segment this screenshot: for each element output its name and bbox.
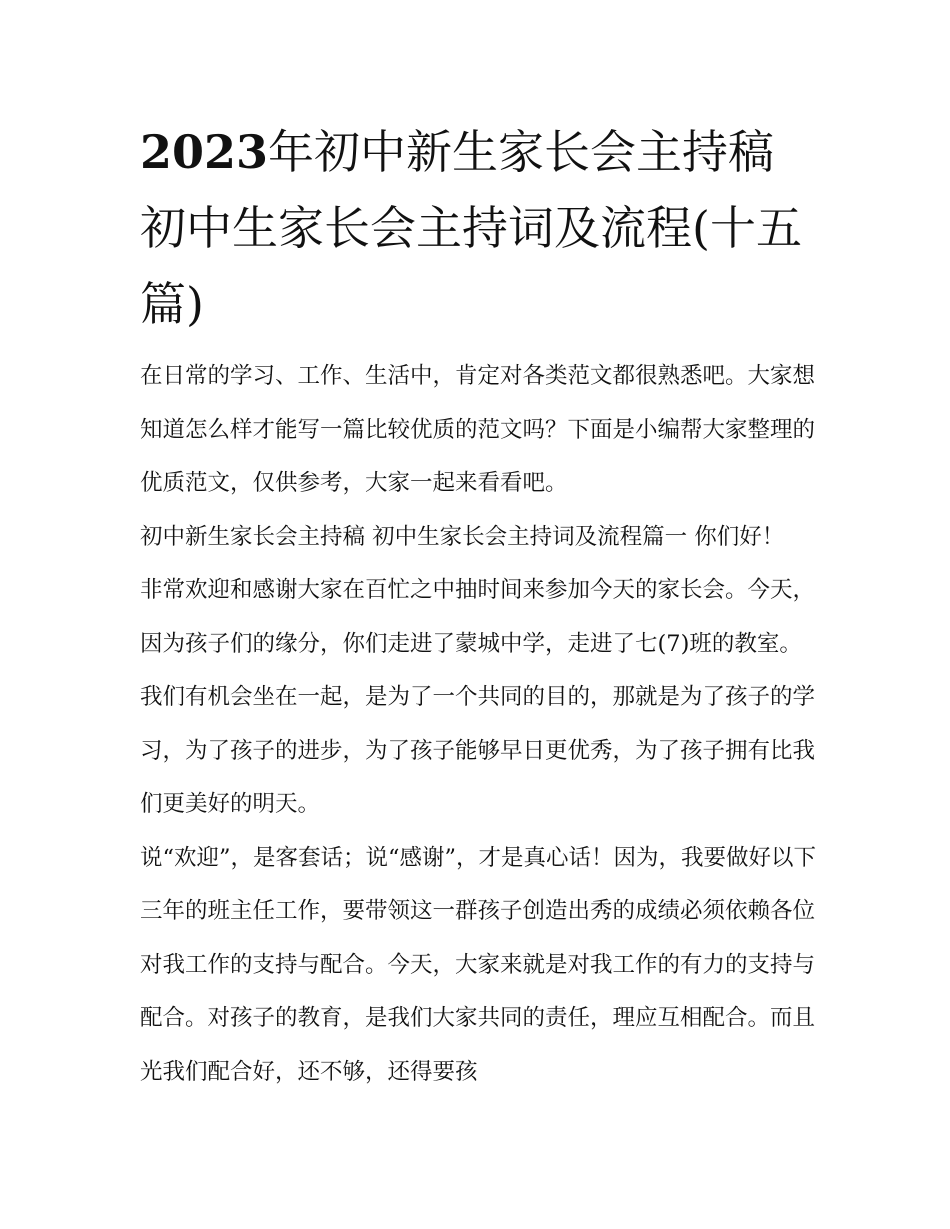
title-text: 年初中新生家长会主持稿初中生家长会主持词及流程(十五篇)	[140, 125, 802, 331]
thanks-paragraph: 说“欢迎”，是客套话；说“感谢”，才是真心话！因为，我要做好以下三年的班主任工作，要带领这一群孩子创造出秀的成绩必须依赖各位对我工作的支持与配合。今天，大家来就是对我工作的有力的支持与配合。对孩子的教育，是我们大家共同的责任，理应互相配合。而且光我们配合好，还不够，还得要孩	[140, 844, 817, 1085]
document-body	[140, 350, 820, 1099]
title-year: 2023	[140, 125, 269, 179]
document-title	[140, 114, 820, 342]
intro-paragraph: 在日常的学习、工作、生活中，肯定对各类范文都很熟悉吧。大家想知道怎么样才能写一篇比较优质的范文吗？下面是小编帮大家整理的优质范文，仅供参考，大家一起来看看吧。	[140, 363, 816, 496]
section-heading-paragraph: 初中新生家长会主持稿 初中生家长会主持词及流程篇一 你们好！	[140, 523, 785, 550]
welcome-paragraph: 非常欢迎和感谢大家在百忙之中抽时间来参加今天的家长会。今天，因为孩子们的缘分，你们走进了蒙城中学，走进了七(7)班的教室。我们有机会坐在一起，是为了一个共同的目的，那就是为了孩子的学习，为了孩子的进步，为了孩子能够早日更优秀，为了孩子拥有比我们更美好的明天。	[140, 577, 816, 817]
